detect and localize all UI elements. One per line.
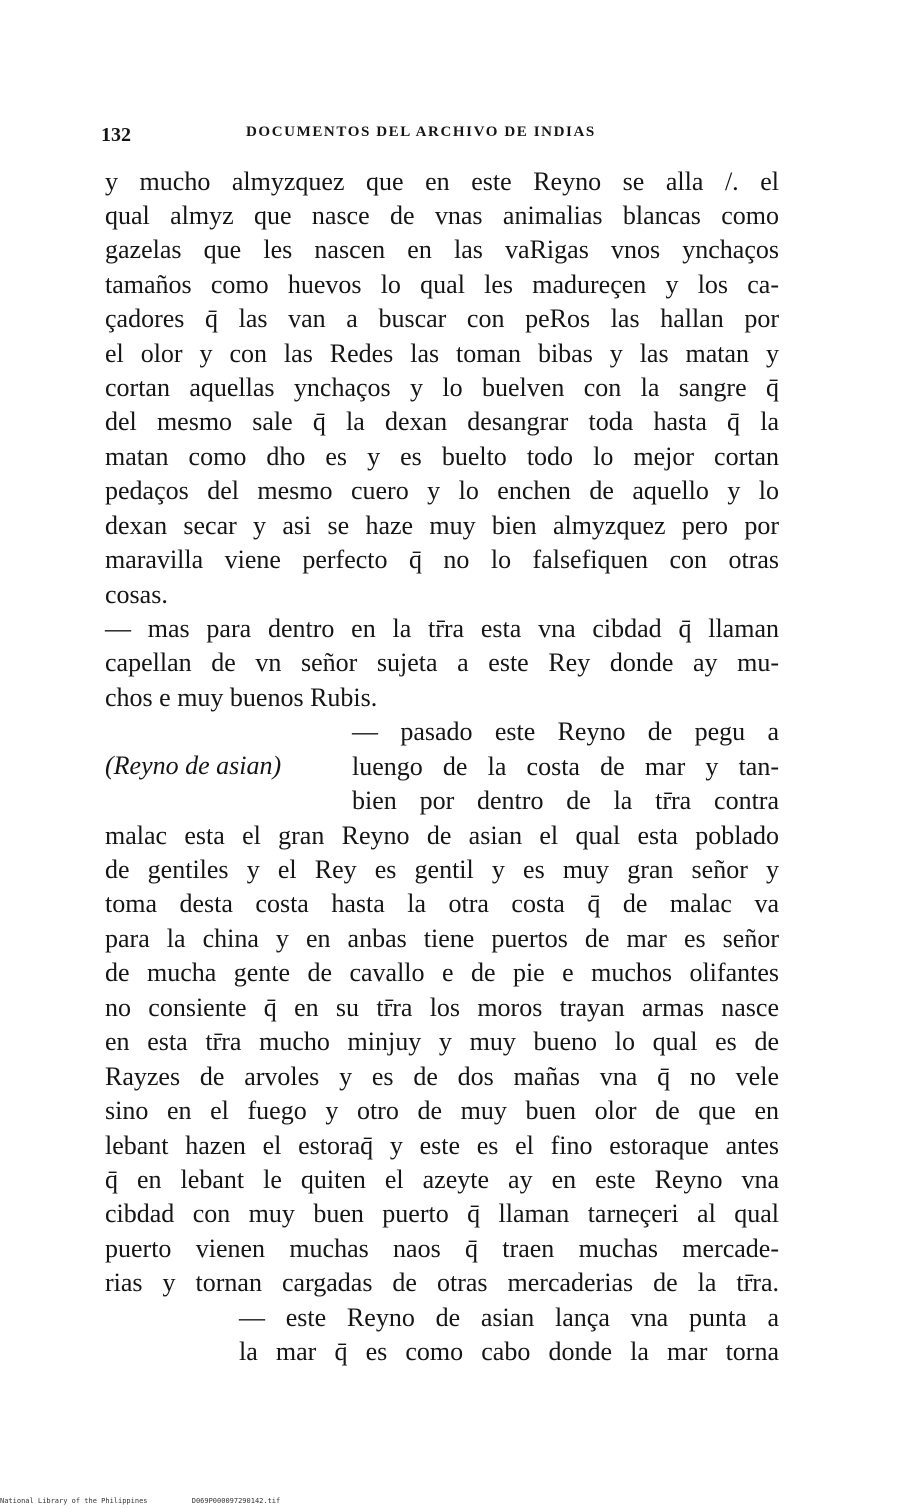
text-line: pedaços del mesmo cuero y lo enchen de aquello y lo: [105, 476, 779, 505]
text-line: cortan aquellas ynchaços y lo buelven con la sangre q̄: [105, 373, 779, 402]
text-line: y mucho almyzquez que en este Reyno se alla /. el: [105, 167, 779, 196]
text-line: del mesmo sale q̄ la dexan desangrar toda hasta q̄ la: [105, 407, 779, 436]
page-number: 132: [101, 124, 131, 146]
text-line: en esta tr̄ra mucho minjuy y muy bueno lo qual es de: [105, 1027, 779, 1056]
text-line: la mar q̄ es como cabo donde la mar torna: [239, 1337, 779, 1366]
text-line: q̄ en lebant le quiten el azeyte ay en este Reyno vna: [105, 1165, 779, 1194]
text-line: malac esta el gran Reyno de asian el qual esta poblado: [105, 821, 779, 850]
text-line: — mas para dentro en la tr̄ra esta vna cibdad q̄ llaman: [105, 614, 779, 643]
footer-library: National Library of the Philippines: [0, 1497, 148, 1505]
text-line: qual almyz que nasce de vnas animalias blancas como: [105, 201, 779, 230]
text-line: — este Reyno de asian lança vna punta a: [239, 1303, 779, 1332]
text-line: de gentiles y el Rey es gentil y es muy gran señor y: [105, 855, 779, 884]
text-line: gazelas que les nascen en las vaRigas vnos ynchaços: [105, 235, 779, 264]
text-line: luengo de la costa de mar y tan-: [352, 752, 779, 781]
text-line: capellan de vn señor sujeta a este Rey donde ay mu-: [105, 648, 779, 677]
text-line: dexan secar y asi se haze muy bien almyzquez pero por: [105, 511, 779, 540]
text-line: chos e muy buenos Rubis.: [105, 683, 378, 712]
marginal-note: (Reyno de asian): [105, 751, 282, 780]
text-line: toma desta costa hasta la otra costa q̄ de malac va: [105, 889, 779, 918]
text-line: puerto vienen muchas naos q̄ traen muchas mercade-: [105, 1234, 779, 1263]
text-line: Rayzes de arvoles y es de dos mañas vna q̄ no vele: [105, 1062, 779, 1091]
text-line: lebant hazen el estoraq̄ y este es el fino estoraque antes: [105, 1131, 779, 1160]
text-line: el olor y con las Redes las toman bibas y las matan y: [105, 339, 779, 368]
text-line: tamaños como huevos lo qual les madureçen y los ca-: [105, 270, 779, 299]
text-line: para la china y en anbas tiene puertos de mar es señor: [105, 924, 779, 953]
footer-file: D069P000097290142.tif: [191, 1497, 281, 1505]
text-line: matan como dho es y es buelto todo lo mejor cortan: [105, 442, 779, 471]
text-line: de mucha gente de cavallo e de pie e muchos olifantes: [105, 958, 779, 987]
text-line: cibdad con muy buen puerto q̄ llaman tarneçeri al qual: [105, 1199, 779, 1228]
text-line: rias y tornan cargadas de otras mercaderias de la tr̄ra.: [105, 1268, 779, 1297]
text-line: sino en el fuego y otro de muy buen olor de que en: [105, 1096, 779, 1125]
text-line: no consiente q̄ en su tr̄ra los moros trayan armas nasce: [105, 993, 779, 1022]
text-line: bien por dentro de la tr̄ra contra: [352, 786, 779, 815]
text-line: — pasado este Reyno de pegu a: [352, 717, 779, 746]
running-header: DOCUMENTOS DEL ARCHIVO DE INDIAS: [246, 124, 596, 140]
text-line: cosas.: [105, 580, 168, 609]
text-line: çadores q̄ las van a buscar con peRos las hallan por: [105, 304, 779, 333]
scan-footer: [0, 1497, 320, 1505]
text-line: maravilla viene perfecto q̄ no lo falsefiquen con otras: [105, 545, 779, 574]
